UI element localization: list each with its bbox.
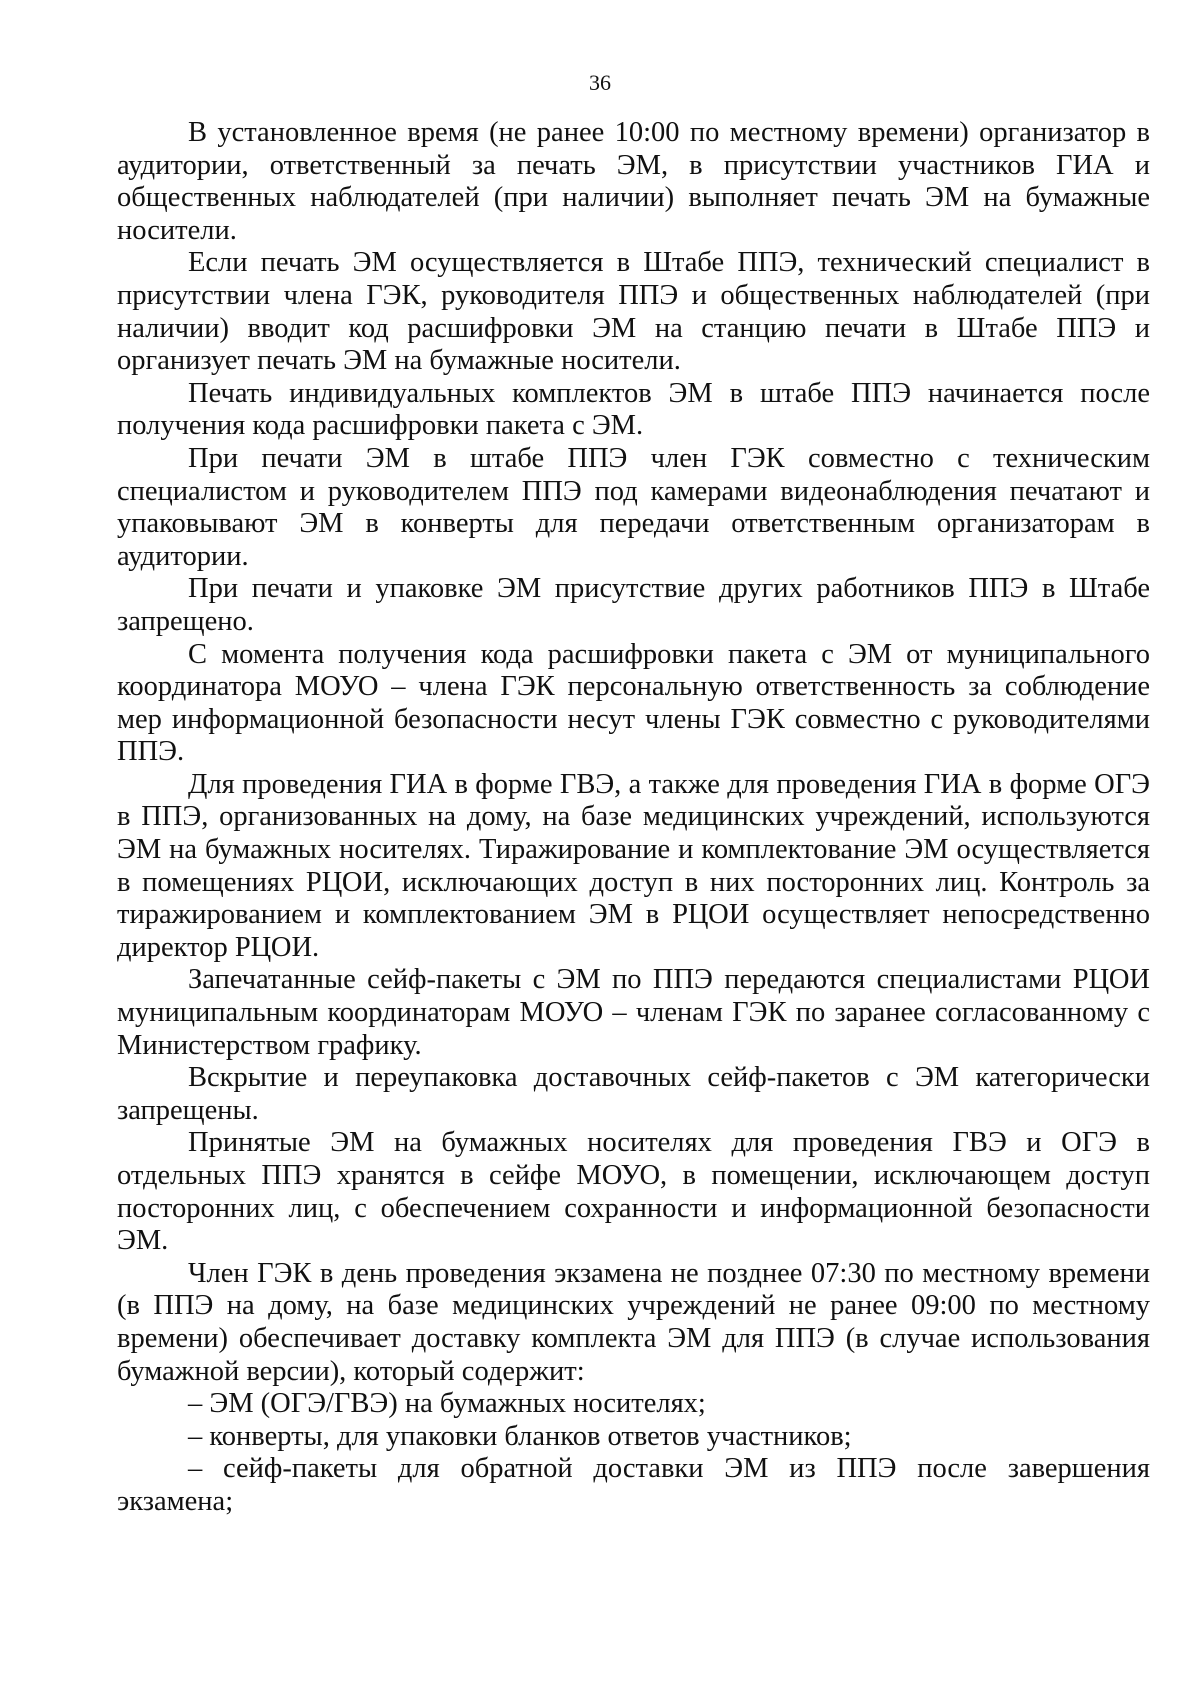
list-item: – сейф-пакеты для обратной доставки ЭМ из ППЭ после завершения экзамена; bbox=[117, 1453, 1150, 1517]
page-number: 36 bbox=[589, 70, 611, 95]
paragraph: Если печать ЭМ осуществляется в Штабе ППЭ, технический специалист в присутствии члена ГЭК, руководителя ППЭ и общественных наблюдателей (при наличии) вводит код расшифровки ЭМ на станцию печати в Штабе ППЭ и организует печать ЭМ на бумажные носители. bbox=[117, 247, 1150, 377]
paragraph: Вскрытие и переупаковка доставочных сейф-пакетов с ЭМ категорически запрещены. bbox=[117, 1062, 1150, 1126]
paragraph: Запечатанные сейф-пакеты с ЭМ по ППЭ передаются специалистами РЦОИ муниципальным координаторам МОУО – членам ГЭК по заранее согласованному с Министерством графику. bbox=[117, 964, 1150, 1061]
paragraph: Член ГЭК в день проведения экзамена не позднее 07:30 по местному времени (в ППЭ на дому, на базе медицинских учреждений не ранее 09:00 по местному времени) обеспечивает доставку комплекта ЭМ для ППЭ (в случае использования бумажной версии), который содержит: bbox=[117, 1257, 1150, 1387]
paragraph: С момента получения кода расшифровки пакета с ЭМ от муниципального координатора МОУО – члена ГЭК персональную ответственность за соблюдение мер информационной безопасности несут члены ГЭК совместно с руководителями ППЭ. bbox=[117, 638, 1150, 768]
document-body bbox=[117, 117, 1150, 1519]
paragraph: Печать индивидуальных комплектов ЭМ в штабе ППЭ начинается после получения кода расшифровки пакета с ЭМ. bbox=[117, 377, 1150, 442]
paragraph: При печати и упаковке ЭМ присутствие других работников ППЭ в Штабе запрещено. bbox=[117, 573, 1150, 637]
paragraph: Для проведения ГИА в форме ГВЭ, а также для проведения ГИА в форме ОГЭ в ППЭ, организованных на дому, на базе медицинских учреждений, используются ЭМ на бумажных носителях. Тиражирование и комплектование ЭМ осуществляется в помещениях РЦОИ, исключающих доступ в них посторонних лиц. Контроль за тиражированием и комплектованием ЭМ в РЦОИ осуществляет непосредственно директор РЦОИ. bbox=[117, 768, 1150, 963]
list-item: – конверты, для упаковки бланков ответов участников; bbox=[188, 1420, 852, 1452]
paragraph: Принятые ЭМ на бумажных носителях для проведения ГВЭ и ОГЭ в отдельных ППЭ хранятся в сейфе МОУО, в помещении, исключающем доступ посторонних лиц, с обеспечением сохранности и информационной безопасности ЭМ. bbox=[117, 1127, 1150, 1257]
paragraph: При печати ЭМ в штабе ППЭ член ГЭК совместно с техническим специалистом и руководителем ППЭ под камерами видеонаблюдения печатают и упаковывают ЭМ в конверты для передачи ответственным организаторам в аудитории. bbox=[117, 442, 1150, 572]
list-item: – ЭМ (ОГЭ/ГВЭ) на бумажных носителях; bbox=[188, 1388, 706, 1420]
paragraph: В установленное время (не ранее 10:00 по местному времени) организатор в аудитории, ответственный за печать ЭМ, в присутствии участников ГИА и общественных наблюдателей (при наличии) выполняет печать ЭМ на бумажные носители. bbox=[117, 117, 1150, 246]
